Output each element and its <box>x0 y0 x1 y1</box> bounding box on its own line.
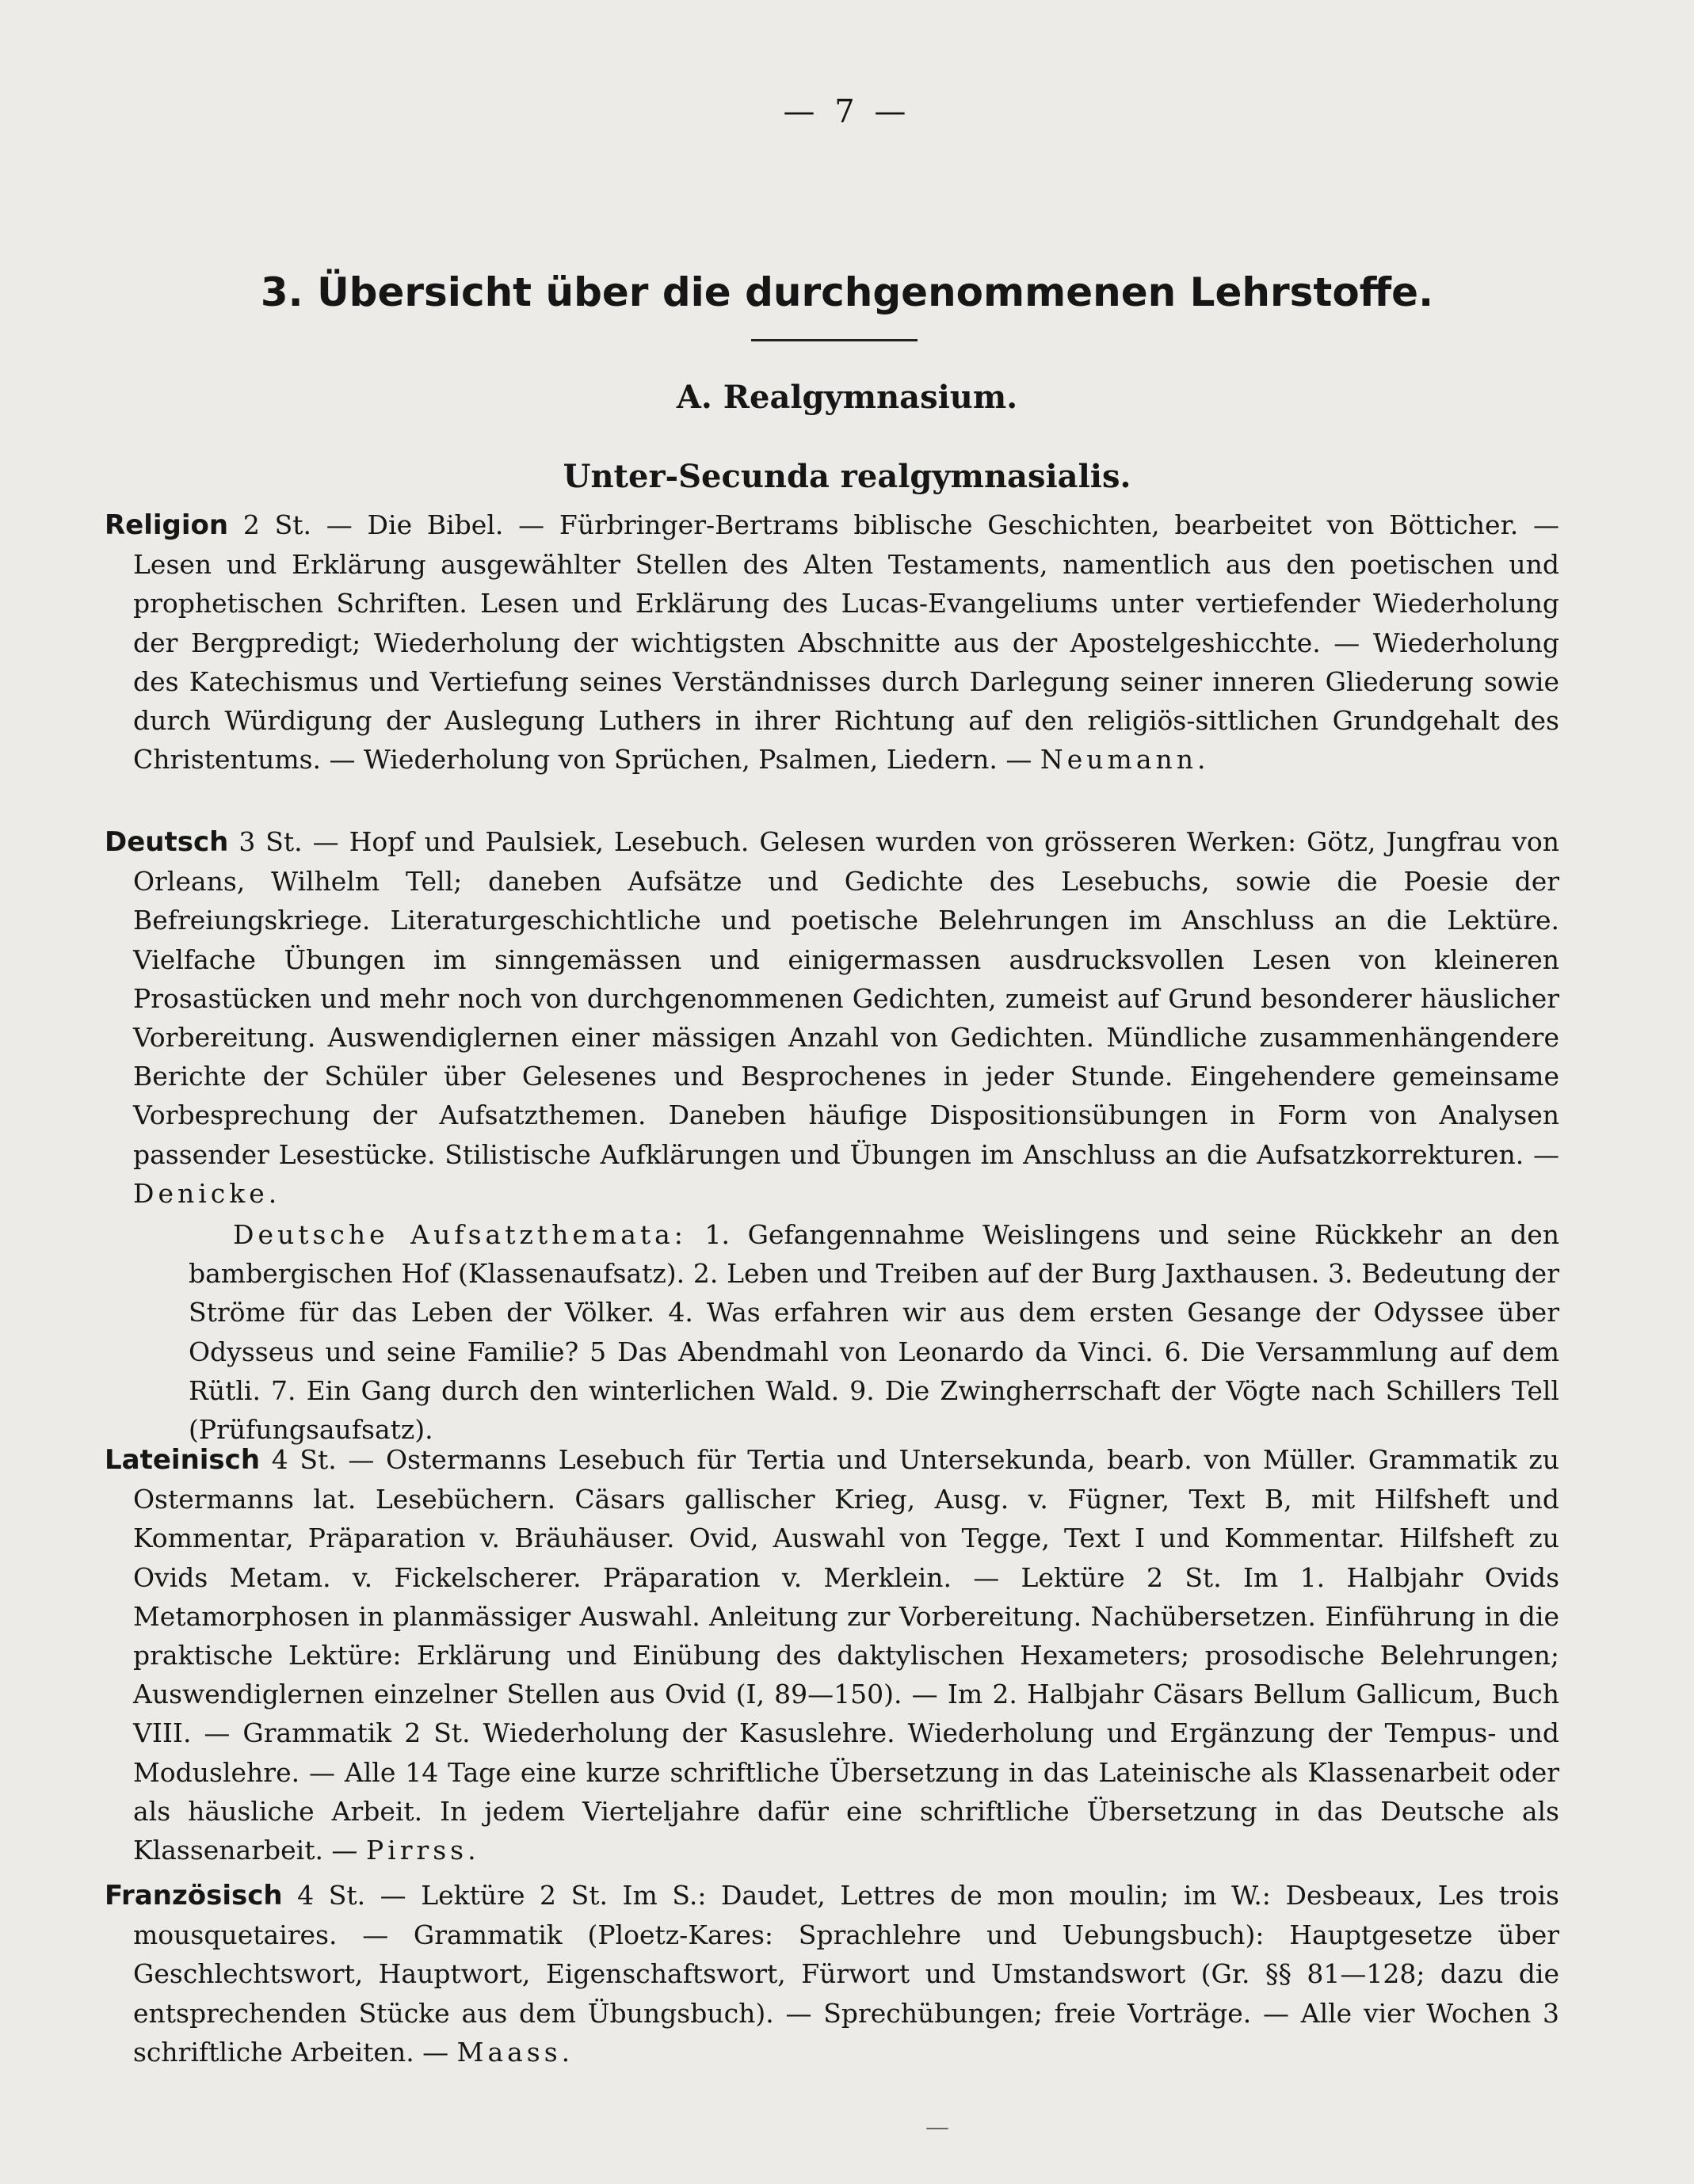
deutsch-text: 3 St. — Hopf und Paulsiek, Lesebuch. Gelesen wurden von grösseren Werken: Götz, Jungfrau von Orleans, Wilhelm Tell; daneben Aufsätze und Gedichte des Lesebuchs, sowie die Poesie der Befreiungskriege. Literaturgeschichtliche und poetische Belehrungen im Anschluss an die Lektüre. Vielfache Übungen im sinngemässen und einigermassen ausdrucksvollen Lesen von kleineren Prosastücken und mehr noch von durchgenommenen Gedichten, zumeist auf Grund besonderer häuslicher Vorbereitung. Auswendiglernen einer mässigen Anzahl von Gedichten. Mündliche zusammenhängendere Berichte der Schüler über Gelesenes und Besprochenes in jeder Stunde. Eingehendere gemeinsame Vorbesprechung der Aufsatzthemen. Daneben häufige Dispositionsübungen in Form von Analysen passender Lesestücke. Stilistische Aufklärungen und Übungen im Anschluss an die Aufsatzkorrekturen. — <box>133 826 1559 1170</box>
subject-franzoesisch: Französisch <box>105 1880 283 1911</box>
subsection-heading: Unter-Secunda realgymnasialis. <box>563 458 1131 495</box>
franzoesisch-text: 4 St. — Lektüre 2 St. Im S.: Daudet, Lettres de mon moulin; im W.: Desbeaux, Les trois mousquetaires. — Grammatik (Ploetz-Kares: Sprachlehre und Uebungsbuch): Hauptgesetze über Geschlechtswort, Hauptwort, Eigenschaftswort, Fürwort und Umstandswort (Gr. §§ 81—128; dazu die entsprechenden Stücke aus dem Übungsbuch). — Sprechübungen; freie Vorträge. — Alle vier Wochen 3 schriftliche Arbeiten. — <box>133 1880 1559 2068</box>
lateinisch-paragraph <box>105 1440 1559 1870</box>
deutsch-paragraph <box>105 822 1559 1213</box>
lateinisch-text: 4 St. — Ostermanns Lesebuch für Tertia und Untersekunda, bearb. von Müller. Grammatik zu Ostermanns lat. Lesebüchern. Cäsars gallischer Krieg, Ausg. v. Fügner, Text B, mit Hilfsheft und Kommentar, Präparation v. Bräuhäuser. Ovid, Auswahl von Tegge, Text I und Kommentar. Hilfsheft zu Ovids Metam. v. Fickelscherer. Präparation v. Merklein. — Lektüre 2 St. Im 1. Halbjahr Ovids Metamorphosen in planmässiger Auswahl. Anleitung zur Vorbereitung. Nachübersetzen. Einführung in die praktische Lektüre: Erklärung und Einübung des daktylischen Hexameters; prosodische Belehrungen; Auswendiglernen einzelner Stellen aus Ovid (I, 89—150). — Im 2. Halbjahr Cäsars Bellum Gallicum, Buch VIII. — Grammatik 2 St. Wiederholung der Kasuslehre. Wiederholung und Ergänzung der Tempus- und Moduslehre. — Alle 14 Tage eine kurze schriftliche Übersetzung in das Lateinische als Klassenarbeit oder als häusliche Arbeit. In jedem Vierteljahre dafür eine schriftliche Übersetzung in das Deutsche als Klassenarbeit. — <box>133 1444 1559 1866</box>
deutsch-themata <box>189 1215 1559 1449</box>
religion-text: 2 St. — Die Bibel. — Fürbringer-Bertrams biblische Geschichten, bearbeitet von Bötticher. — Lesen und Erklärung ausgewählter Stellen des Alten Testaments, namentlich aus den poetischen und prophetischen Schriften. Lesen und Erklärung des Lucas-Evangeliums unter vertiefender Wiederholung der Bergpredigt; Wiederholung der wichtigsten Abschnitte aus der Apostelgeshicchte. — Wiederholung des Katechismus und Vertiefung seines Verständnisses durch Darlegung seiner inneren Gliederung sowie durch Würdigung der Auslegung Luthers in ihrer Richtung auf den religiös-sittlichen Grundgehalt des Christentums. — Wiederholung von Sprüchen, Psalmen, Liedern. — <box>133 509 1559 776</box>
section-heading: A. Realgymnasium. <box>676 379 1018 416</box>
religion-paragraph <box>105 505 1559 779</box>
subject-deutsch: Deutsch <box>105 826 229 858</box>
page-number: — 7 — <box>783 93 911 130</box>
subject-religion: Religion <box>105 509 229 541</box>
franzoesisch-paragraph <box>105 1876 1559 2072</box>
title-divider <box>751 339 918 341</box>
lateinisch-teacher: Pirrss. <box>365 1835 480 1866</box>
page-title: 3. Übersicht über die durchgenommenen Lehrstoffe. <box>260 269 1434 315</box>
subject-lateinisch: Lateinisch <box>105 1444 261 1476</box>
religion-teacher: Neumann. <box>1040 744 1210 776</box>
deutsch-teacher: Denicke. <box>133 1177 281 1209</box>
themata-text: 1. Gefangennahme Weislingens und seine Rückkehr an den bambergischen Hof (Klassenaufsatz). 2. Leben und Treiben auf der Burg Jaxthausen. 3. Bedeutung der Ströme für das Leben der Völker. 4. Was erfahren wir aus dem ersten Gesange der Odyssee über Odysseus und seine Familie? 5 Das Abendmahl von Leonardo da Vinci. 6. Die Versammlung auf dem Rütli. 7. Ein Gang durch den winterlichen Wald. 9. Die Zwingherrschaft der Vögte nach Schillers Tell (Prüfungsaufsatz). <box>189 1219 1559 1446</box>
footer-mark: — <box>925 2113 949 2141</box>
franzoesisch-teacher: Maass. <box>456 2036 574 2068</box>
themata-label: Deutsche Aufsatzthemata: <box>233 1219 687 1250</box>
